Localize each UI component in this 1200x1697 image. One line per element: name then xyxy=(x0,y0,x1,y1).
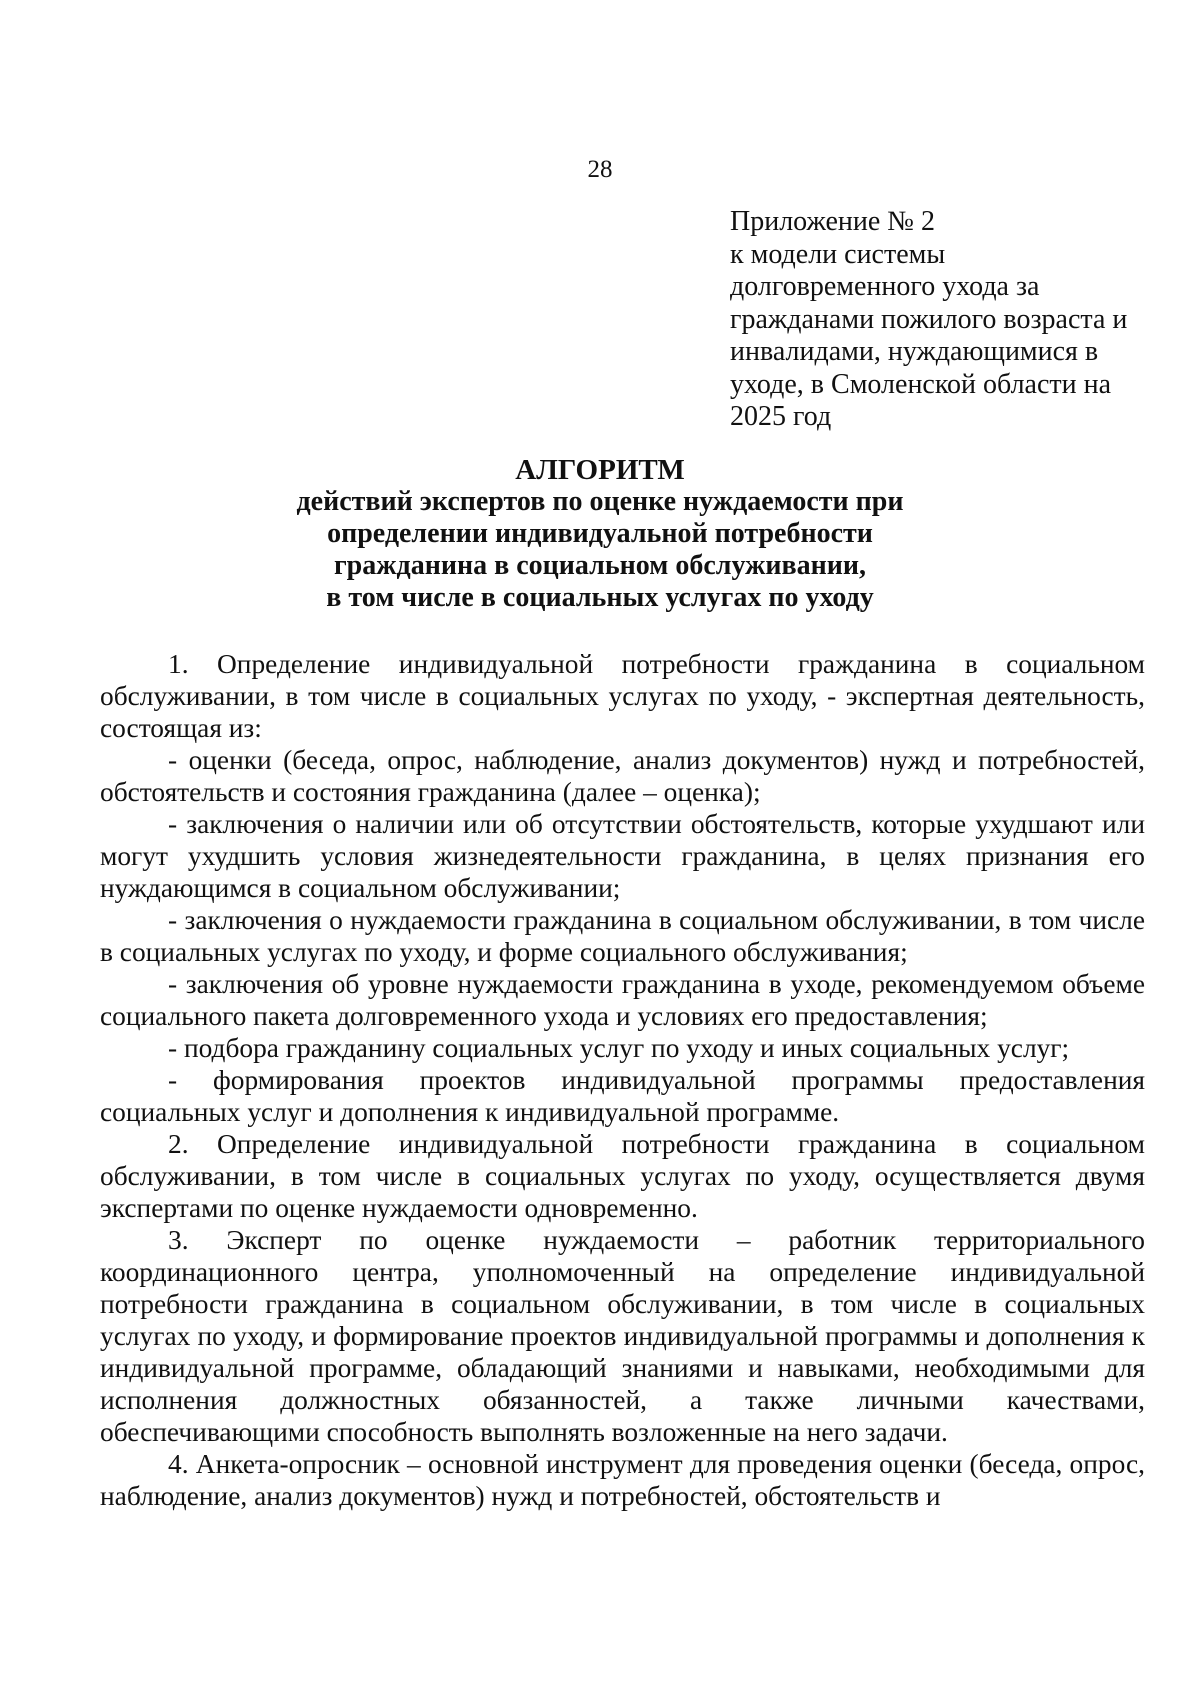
heading-line: определении индивидуальной потребности xyxy=(327,518,873,549)
appendix-line: уходе, в Смоленской области на xyxy=(730,368,1112,400)
appendix-line: долговременного ухода за xyxy=(730,271,1040,302)
paragraph-1: 1. Определение индивидуальной потребности гражданина в социальном обслуживании, в том числе в социальных услугах по уходу, - экспертная деятельность, состоящая из: xyxy=(100,649,1145,743)
list-item-service-selection: - подбора гражданину социальных услуг по уходу и иных социальных услуг; xyxy=(168,1033,1070,1063)
appendix-line: 2025 год xyxy=(730,401,832,432)
list-item-program-drafts: - формирования проектов индивидуальной программы предоставления социальных услуг и дополнения к индивидуальной программе. xyxy=(100,1065,1145,1127)
list-item-need-conclusion: - заключения о нуждаемости гражданина в социальном обслуживании, в том числе в социальных услугах по уходу, и форме социального обслуживания; xyxy=(100,905,1145,967)
heading-line: в том числе в социальных услугах по уходу xyxy=(326,582,874,613)
heading-line: гражданина в социальном обслуживании, xyxy=(333,550,867,581)
list-item-assessment: - оценки (беседа, опрос, наблюдение, анализ документов) нужд и потребностей, обстоятельств и состояния гражданина (далее – оценка); xyxy=(100,745,1145,807)
appendix-line: инвалидами, нуждающимися в xyxy=(730,336,1099,367)
paragraph-3: 3. Эксперт по оценке нуждаемости – работник территориального координационного центра, уполномоченный на определение индивидуальной потребности гражданина в социальном обслуживании, в том числе в социальных услугах по уходу, и формирование проектов индивидуальной программы и дополнения к индивидуальной программе, обладающий знаниями и навыками, необходимыми для исполнения должностных обязанностей, а также личными качествами, обеспечивающими способность выполнять возложенные на него задачи. xyxy=(100,1225,1145,1447)
page-number: 28 xyxy=(587,156,613,183)
paragraph-2: 2. Определение индивидуальной потребности гражданина в социальном обслуживании, в том числе в социальных услугах по уходу, осуществляется двумя экспертами по оценке нуждаемости одновременно. xyxy=(100,1129,1145,1223)
appendix-note xyxy=(730,206,1150,434)
appendix-line: Приложение № 2 xyxy=(730,206,935,237)
document-heading xyxy=(0,454,1200,614)
appendix-line: гражданами пожилого возраста и xyxy=(730,303,1128,335)
list-item-circumstances: - заключения о наличии или об отсутствии обстоятельств, которые ухудшают или могут ухудшить условия жизнедеятельности гражданина, в целях признания его нуждающимся в социальном обслуживании; xyxy=(100,809,1145,903)
document-body xyxy=(100,648,1145,1512)
document-title: АЛГОРИТМ xyxy=(515,454,685,486)
paragraph-4: 4. Анкета-опросник – основной инструмент для проведения оценки (беседа, опрос, наблюдение, анализ документов) нужд и потребностей, обстоятельств и xyxy=(100,1449,1145,1511)
appendix-line: к модели системы xyxy=(730,238,946,270)
heading-line: действий экспертов по оценке нуждаемости при xyxy=(296,486,904,517)
list-item-care-level: - заключения об уровне нуждаемости гражданина в уходе, рекомендуемом объеме социального пакета долговременного ухода и условиях его предоставления; xyxy=(100,969,1145,1031)
